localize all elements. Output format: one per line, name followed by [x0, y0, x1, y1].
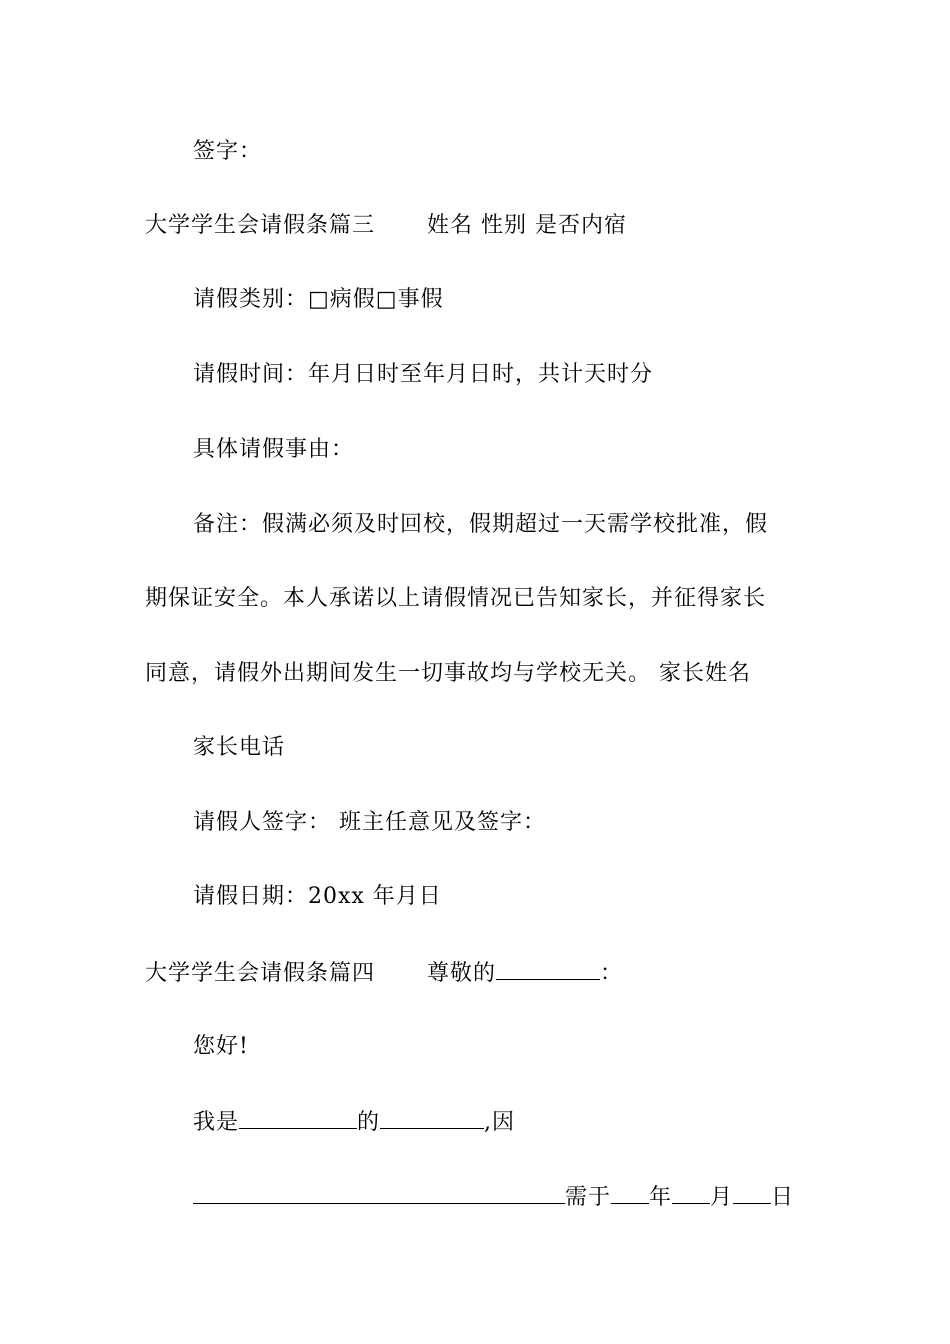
sign-label: 签字： [193, 139, 263, 164]
section4-heading-line [145, 957, 623, 989]
note-text-1: 备注：假满必须及时回校，假期超过一天需学校批准，假 [193, 512, 769, 537]
note-text-2: 期保证安全。本人承诺以上请假情况已告知家长，并征得家长 [145, 586, 767, 611]
iam-prefix: 我是 [193, 1110, 240, 1135]
salutation-suffix: ： [600, 961, 624, 986]
note-line-1 [193, 510, 768, 540]
section3-fields: 姓名 性别 是否内宿 [427, 213, 628, 238]
leave-time-text: 请假时间：年月日时至年月日时，共计天时分 [193, 362, 654, 387]
section3-heading: 大学学生会请假条篇三 [145, 213, 376, 238]
iam-blank-2[interactable] [380, 1106, 484, 1129]
signatures-line [193, 808, 546, 838]
note-line-3 [145, 659, 751, 689]
iam-line [193, 1106, 515, 1138]
salutation-blank[interactable] [496, 957, 600, 980]
date-request-line [193, 1181, 794, 1213]
month-text: 月 [710, 1185, 734, 1210]
signatures-text: 请假人签字： 班主任意见及签字： [193, 810, 546, 835]
leave-date-line [193, 882, 442, 912]
iam-of: 的 [357, 1110, 381, 1135]
leave-time-line [193, 360, 653, 390]
sign-line [193, 137, 262, 167]
need-on-text: 需于 [565, 1185, 612, 1210]
salutation-prefix: 尊敬的 [427, 961, 497, 986]
reason-text: 具体请假事由： [193, 437, 355, 462]
note-text-3: 同意，请假外出期间发生一切事故均与学校无关。 家长姓名 [145, 661, 751, 686]
parent-phone-label: 家长电话 [193, 735, 286, 760]
iam-blank-1[interactable] [239, 1106, 357, 1129]
day-blank[interactable] [733, 1181, 771, 1204]
year-blank[interactable] [611, 1181, 649, 1204]
note-line-2 [145, 584, 766, 614]
month-blank[interactable] [672, 1181, 710, 1204]
parent-phone-line [193, 733, 285, 763]
greeting-line [193, 1032, 249, 1062]
reason-blank[interactable] [193, 1181, 565, 1204]
greeting-text: 您好! [193, 1034, 249, 1059]
section4-heading: 大学学生会请假条篇四 [145, 961, 376, 986]
iam-because: ,因 [484, 1110, 516, 1135]
leave-type-line [193, 285, 444, 315]
leave-type-text: 请假类别：□病假□事假 [193, 287, 444, 312]
day-text: 日 [771, 1185, 795, 1210]
reason-line [193, 435, 354, 465]
section3-heading-line [145, 211, 627, 241]
leave-date-text: 请假日期：20xx 年月日 [193, 884, 442, 909]
year-text: 年 [649, 1185, 673, 1210]
